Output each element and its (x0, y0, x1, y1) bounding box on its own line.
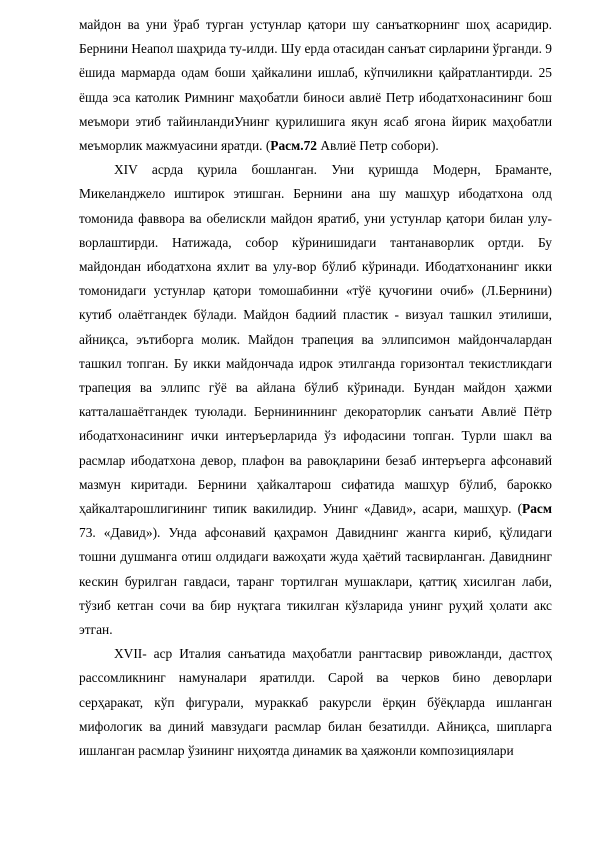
figure-reference: Расм.72 (270, 138, 317, 154)
paragraph-2 (79, 158, 552, 642)
text-run: 73. «Давид»). Унда афсонавий қаҳрамон Давиднинг жангга кириб, қўлидаги тошни душманга отиш олдидаги важоҳати жуда ҳаётий тасвирланган. Давиднинг кескин бурилган гавдаси, таранг тортилган мушаклари, қаттиқ хисилган лаби, тўзиб кетган сочи ва бир нуқтага тикилган кўзларида унинг руҳий ҳолати акс этган. (79, 525, 552, 638)
paragraph-3 (79, 642, 552, 763)
text-run: майдон ва уни ўраб турган устунлар қатори шу санъаткорнинг шоҳ асаридир. Бернини Неапол шаҳрида ту-илди. Шу ерда отасидан санъат сирларини ўрганди. 9 ёшида мармарда одам боши ҳайкалини ишлаб, кўпчиликни қайратлантирди. 25 ёшда эса католик Римнинг маҳобатли биноси авлиё Петр ибодатхонасининг бош меъмори этиб тайинландиУнинг қурилишига якун ясаб ягона йирик маҳобатли меъморлик мажмуасини яратди. ( (79, 17, 552, 154)
paragraph-1 (79, 13, 552, 158)
figure-reference: Расм (522, 501, 552, 517)
text-run: Авлиё Петр собори). (316, 138, 439, 154)
text-run: XVII- аср Италия санъатида маҳобатли рангтасвир ривожланди, дастгоҳ рассомликнинг намуналари яратилди. Сарой ва черков бино деворлари серҳаракат, кўп фигурали, мураккаб ракурсли ёрқин бўёқларда ишланган мифологик ва диний мавзудаги расмлар билан безатилди. Айниқса, шипларга ишланган расмлар ўзининг ниҳоятда динамик ва ҳаяжонли композициялари (79, 646, 552, 759)
document-page (79, 13, 552, 763)
text-run: XIV асрда қурила бошланган. Уни қуришда Модерн, Браманте, Микеланджело иштирок этишган. Бернини ана шу машҳур ибодатхона олд томонида фаввора ва обелискли майдон яратиб, уни устунлар қатори билан улу-ворлаштирди. Натижада, собор кўринишидаги тантанаворлик ортди. Бу майдондан ибодатхона яхлит ва улу-вор бўлиб кўринади. Ибодатхонанинг икки томонидаги устунлар қатори томошабинни «тўё қучоғини очиб» (Л.Бернини) кутиб олаётгандек бўлади. Майдон бадиий пластик - визуал ташкил этилиши, айниқса, эътиборга молик. Майдон трапеция ва эллипсимон майдончалардан ташкил топган. Бу икки майдончада идрок этилганда горизонтал текистликдаги трапеция ва эллипс гўё ва айлана бўлиб кўринади. Бундан майдон ҳажми катталашаётгандек туюлади. Бернининнинг декораторлик санъати Авлиё Пётр ибодатхонасининг ички интеръерларида ўз ифодасини топган. Турли шакл ва расмлар ибодатхона девор, плафон ва равоқларини безаб интеръерга афсонавий мазмун киритади. Бернини ҳайкалтарош сифатида машҳур бўлиб, барокко ҳайкалтарошлигининг типик вакилидир. Унинг «Давид», асари, машҳур. ( (79, 162, 552, 517)
